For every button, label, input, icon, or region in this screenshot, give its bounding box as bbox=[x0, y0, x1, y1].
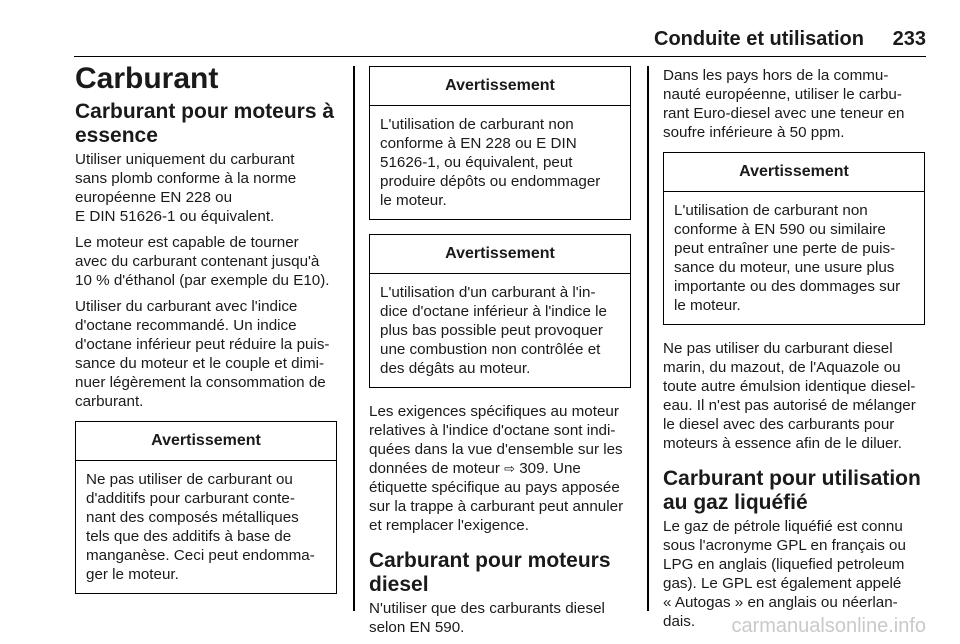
paragraph-gpl: Le gaz de pétrole liquéfié est connu sous l'acronyme GPL en français ou LPG en anglais (liquefied petroleum gas). Le GPL est également appelé « Autogas » en anglais ou néerlan- dais. bbox=[663, 518, 906, 630]
paragraph-diesel-marin: Ne pas utiliser du carburant diesel marin, du mazout, de l'Aquazole ou toute autre émulsion identique diesel- eau. Il n'est pas autorisé de mélanger le diesel avec des carburants pour moteurs à essence afin de le diluer. bbox=[663, 340, 916, 452]
paragraph-en590: N'utiliser que des carburants diesel selon EN 590. bbox=[369, 600, 605, 636]
subheading-diesel: Carburant pour moteurs diesel bbox=[369, 549, 611, 596]
warning-title: Avertissement bbox=[664, 153, 924, 192]
page-reference-link[interactable]: 309. Une bbox=[515, 460, 581, 477]
column-divider-2 bbox=[647, 66, 649, 611]
warning-body: L'utilisation d'un carburant à l'in- dice d'octane inférieur à l'indice le plus bas possible peut provoquer une combustion non contrôlée et des dégâts au moteur. bbox=[380, 284, 607, 377]
warning-box-en228 bbox=[369, 66, 631, 220]
warning-body: Ne pas utiliser de carburant ou d'additifs pour carburant conte- nant des composés métalliques tels que des additifs à base de manganèse. Ceci peut endomma- ger le moteur. bbox=[86, 471, 315, 583]
paragraph-sans-plomb: Utiliser uniquement du carburant sans plomb conforme à la norme européenne EN 228 ou E DIN 51626-1 ou équivalent. bbox=[75, 151, 297, 225]
warning-title: Avertissement bbox=[370, 235, 630, 274]
warning-title: Avertissement bbox=[370, 67, 630, 106]
paragraph-euro-diesel: Dans les pays hors de la commu- nauté européenne, utiliser le carbu- rant Euro-diesel avec une teneur en soufre inférieure à 50 ppm. bbox=[663, 67, 905, 141]
warning-title: Avertissement bbox=[76, 422, 336, 461]
page-number: 233 bbox=[892, 28, 926, 50]
page-header-title: Conduite et utilisation bbox=[654, 28, 864, 50]
warning-body: L'utilisation de carburant non conforme à EN 228 ou E DIN 51626-1, ou équivalent, peut produire dépôts ou endommager le moteur. bbox=[380, 116, 601, 209]
paragraph-exigences: Les exigences spécifiques au moteur relatives à l'indice d'octane sont indi- quées dans la vue d'ensemble sur les données de moteur ⇨ 309. Une étiquette spécifique au pays apposée sur la trappe à carburant peut annuler et remplacer l'exigence. bbox=[369, 403, 624, 534]
column-1 bbox=[75, 62, 337, 608]
warning-body: L'utilisation de carburant non conforme à EN 590 ou similaire peut entraîner une perte de puis- sance du moteur, une usure plus importante ou des dommages sur le moteur. bbox=[674, 202, 901, 314]
subheading-gaz-liquefie: Carburant pour utilisation au gaz liquéfié bbox=[663, 467, 921, 514]
column-divider-1 bbox=[353, 66, 355, 611]
column-3 bbox=[663, 66, 925, 638]
warning-box-en590 bbox=[663, 152, 925, 325]
page-reference-arrow-icon[interactable]: ⇨ bbox=[504, 461, 516, 476]
warning-box-additifs bbox=[75, 421, 337, 594]
paragraph-ethanol: Le moteur est capable de tourner avec du carburant contenant jusqu'à 10 % d'éthanol (par exemple du E10). bbox=[75, 234, 330, 289]
subheading-essence: Carburant pour moteurs à essence bbox=[75, 100, 335, 147]
paragraph-octane: Utiliser du carburant avec l'indice d'octane recommandé. Un indice d'octane inférieur peut réduire la puis- sance du moteur et le couple et dimi- nuer légèrement la consommation de carburant. bbox=[75, 298, 330, 410]
watermark: carmanualsonline.info bbox=[731, 615, 926, 637]
warning-box-octane bbox=[369, 234, 631, 388]
column-2 bbox=[369, 56, 631, 644]
page-header bbox=[74, 26, 926, 57]
section-heading-carburant: Carburant bbox=[75, 62, 219, 95]
